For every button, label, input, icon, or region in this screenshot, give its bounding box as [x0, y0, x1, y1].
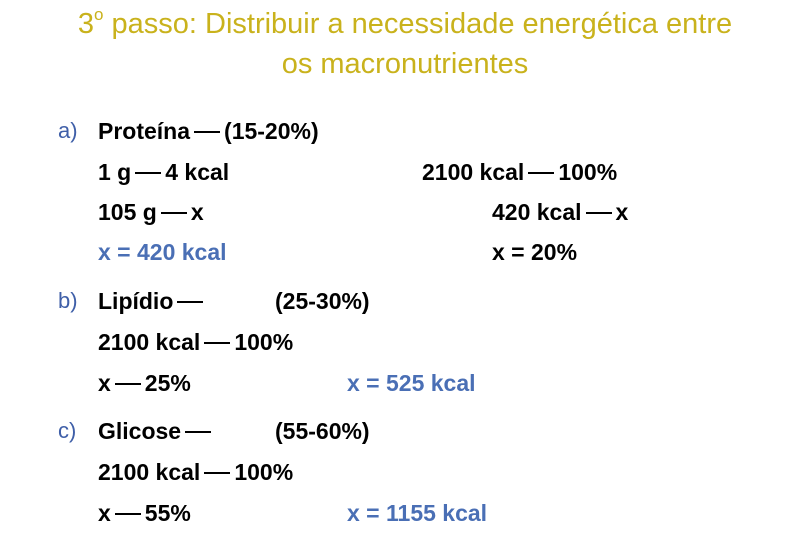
glucose-result: x = 1155 kcal: [347, 500, 488, 526]
title-text: passo: Distribuir a necessidade energética entre: [103, 8, 733, 40]
protein-right-line-1: [422, 158, 617, 186]
title-line-2: os macronutrientes: [281, 48, 529, 80]
lipid-line-2: [98, 369, 191, 397]
title-line-1: [0, 4, 810, 44]
value: x: [98, 500, 111, 526]
lipid-line-1: [98, 328, 293, 356]
value: 4 kcal: [165, 159, 230, 185]
value: 100%: [234, 329, 294, 355]
lipid-name: Lipídio: [98, 288, 174, 314]
dash-connector: [177, 301, 203, 303]
dash-connector: [204, 342, 230, 344]
glucose-range: (55-60%): [275, 418, 370, 444]
protein-left-result: x = 420 kcal: [98, 239, 227, 265]
lipid-range: (25-30%): [275, 288, 370, 314]
value: x: [98, 370, 111, 396]
title-step-number: 3: [77, 8, 94, 40]
glucose-name: Glicose: [98, 418, 182, 444]
glucose-line-1: [98, 458, 293, 486]
dash-connector: [528, 172, 554, 174]
value: 100%: [234, 459, 294, 485]
protein-name: Proteína: [98, 118, 191, 144]
dash-connector: [185, 431, 211, 433]
item-label-a: a): [58, 118, 78, 143]
protein-right-line-2: [492, 198, 628, 226]
value: 2100 kcal: [422, 159, 525, 185]
dash-connector: [161, 212, 187, 214]
value: 55%: [144, 500, 191, 526]
dash-connector: [115, 513, 141, 515]
value: 100%: [558, 159, 618, 185]
value: 420 kcal: [492, 199, 582, 225]
lipid-heading: [98, 287, 207, 315]
dash-connector: [586, 212, 612, 214]
protein-heading: [98, 117, 319, 145]
dash-connector: [115, 383, 141, 385]
protein-right-result: x = 20%: [492, 239, 578, 265]
page-title: [0, 4, 810, 84]
dash-connector: [194, 131, 220, 133]
protein-left-line-2: [98, 198, 204, 226]
title-ordinal: o: [93, 5, 104, 24]
value: 105 g: [98, 199, 157, 225]
value: 2100 kcal: [98, 459, 201, 485]
value: 2100 kcal: [98, 329, 201, 355]
protein-left-line-1: [98, 158, 229, 186]
glucose-heading: [98, 417, 215, 445]
dash-connector: [204, 472, 230, 474]
value: 1 g: [98, 159, 132, 185]
item-label-b: b): [58, 288, 78, 313]
value: x: [190, 199, 204, 225]
glucose-line-2: [98, 499, 191, 527]
protein-range: (15-20%): [224, 118, 319, 144]
value: 25%: [144, 370, 191, 396]
lipid-result: x = 525 kcal: [347, 370, 476, 396]
value: x: [615, 199, 629, 225]
dash-connector: [135, 172, 161, 174]
item-label-c: c): [58, 418, 77, 443]
